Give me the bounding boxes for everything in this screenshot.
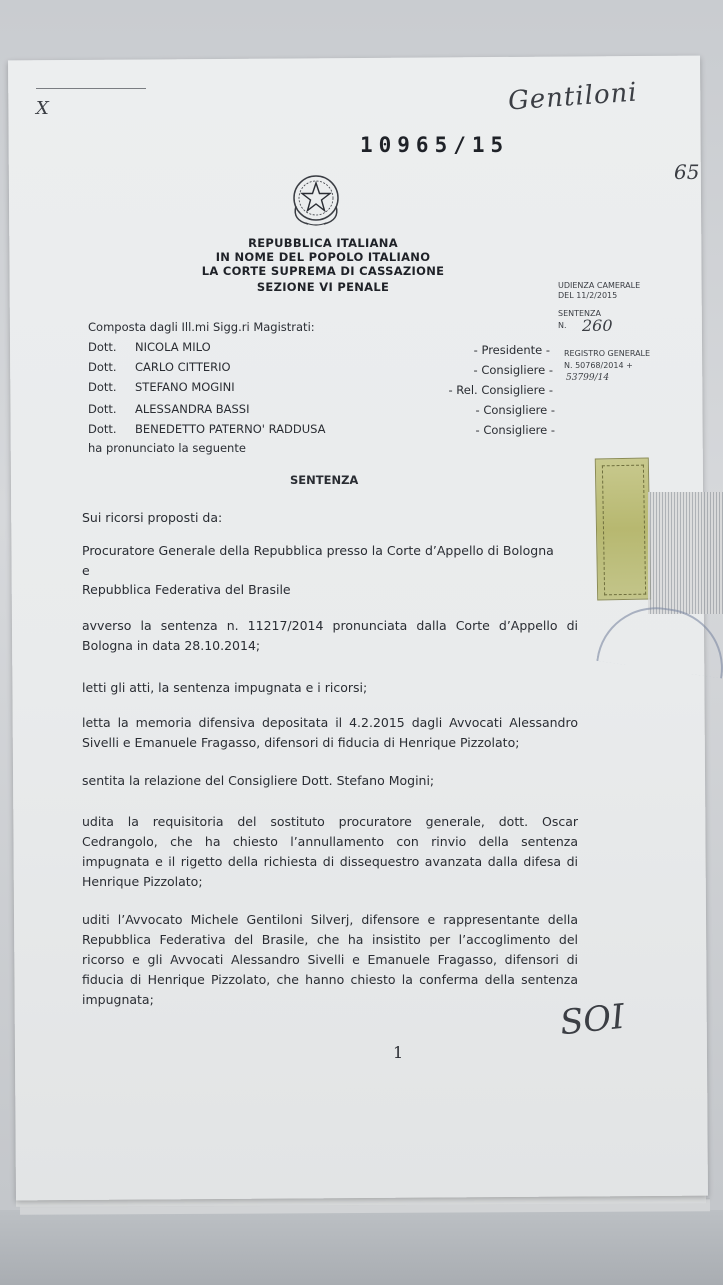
sentenza-label: SENTENZA	[558, 309, 601, 318]
paragraph-relazione: sentita la relazione del Consigliere Dott. Stefano Mogini;	[82, 773, 435, 788]
top-rule	[36, 88, 146, 89]
header-line-1: REPUBBLICA ITALIANA	[248, 236, 398, 250]
registro-extra: 53799/14	[566, 373, 610, 383]
magistrate-name: CARLO CITTERIO	[135, 360, 231, 374]
party-conjunction: e	[82, 563, 90, 578]
header-line-2: IN NOME DEL POPOLO ITALIANO	[215, 250, 431, 264]
magistrate-name: ALESSANDRA BASSI	[135, 402, 250, 416]
magistrate-title: Dott.	[88, 422, 117, 436]
republic-emblem-icon	[288, 170, 344, 228]
page-number: 1	[393, 1043, 404, 1062]
magistrate-role: - Presidente -	[473, 343, 550, 357]
header-line-3: LA CORTE SUPREMA DI CASSAZIONE	[201, 264, 445, 278]
handwritten-number: 65	[674, 160, 700, 184]
magistrate-role: - Rel. Consigliere -	[448, 383, 553, 397]
revenue-stamp	[595, 458, 651, 601]
magistrate-name: STEFANO MOGINI	[135, 380, 235, 394]
udienza-date: DEL 11/2/2015	[558, 291, 618, 300]
paragraph-avverso: avverso la sentenza n. 11217/2014 pronunciata dalla Corte d’Appello di Bologna in data 28.10.2014;	[82, 618, 578, 653]
composition-intro: Composta dagli Ill.mi Sigg.ri Magistrati:	[88, 320, 315, 334]
udienza-label: UDIENZA CAMERALE	[558, 281, 641, 290]
magistrate-title: Dott.	[88, 340, 117, 354]
registro-label: REGISTRO GENERALE	[564, 349, 651, 358]
composition-outro: ha pronunciato la seguente	[88, 441, 246, 455]
magistrate-title: Dott.	[88, 360, 117, 374]
paragraph-memoria: letta la memoria difensiva depositata il 4.2.2015 dagli Avvocati Alessandro Sivelli e Emanuele Fragasso, difensori di fiducia di Henrique Pizzolato;	[82, 715, 578, 750]
barcode-stamp	[648, 492, 723, 614]
registro-number: N. 50768/2014 +	[564, 361, 633, 370]
background-surface	[0, 1210, 723, 1285]
handwritten-name: Gentiloni	[507, 77, 639, 117]
paragraph-letti: letti gli atti, la sentenza impugnata e i ricorsi;	[82, 680, 368, 695]
magistrate-name: NICOLA MILO	[135, 340, 211, 354]
paragraph-requisitoria: udita la requisitoria del sostituto procuratore generale, dott. Oscar Cedrangolo, che ha chiesto l’annullamento con rinvio della sentenza impugnata e il rigetto della richiesta di dissequestro avanzata dalla difesa di Henrique Pizzolato;	[82, 814, 578, 889]
ricorsi-intro: Sui ricorsi proposti da:	[82, 510, 223, 525]
document-number: 10965/15	[360, 133, 510, 157]
magistrate-role: - Consigliere -	[475, 403, 555, 417]
magistrate-name: BENEDETTO PATERNO' RADDUSA	[135, 422, 326, 436]
sentenza-prefix: N.	[558, 321, 567, 330]
sentenza-heading: SENTENZA	[290, 473, 359, 487]
party-2: Repubblica Federativa del Brasile	[82, 582, 291, 597]
signature-initials: SOI	[558, 996, 627, 1044]
corner-mark: X	[36, 98, 49, 119]
party-1: Procuratore Generale della Repubblica presso la Corte d’Appello di Bologna	[82, 543, 554, 558]
magistrate-title: Dott.	[88, 380, 117, 394]
magistrate-title: Dott.	[88, 402, 117, 416]
sentenza-number: 260	[582, 316, 613, 335]
header-line-4: SEZIONE VI PENALE	[256, 280, 390, 294]
magistrate-role: - Consigliere -	[475, 423, 555, 437]
magistrate-role: - Consigliere -	[473, 363, 553, 377]
paragraph-avvocati: uditi l’Avvocato Michele Gentiloni Silverj, difensore e rappresentante della Repubblica Federativa del Brasile, che ha insistito per l’accoglimento del ricorso e gli Avvocati Alessandro Sivelli e Emanuele Fragasso, difensori di fiducia di Henrique Pizzolato, che hanno chiesto la conferma della sentenza impugnata;	[82, 912, 578, 1007]
